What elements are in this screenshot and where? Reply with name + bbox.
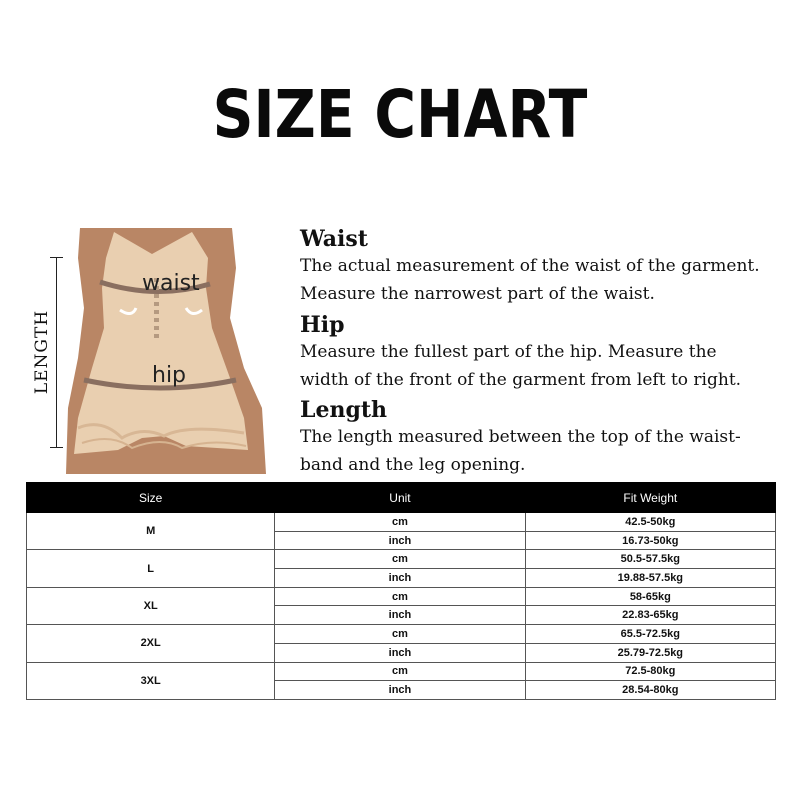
fit-weight-cell: 65.5-72.5kg <box>525 625 775 644</box>
waist-label: waist <box>142 271 200 296</box>
fit-weight-cell: 16.73-50kg <box>525 531 775 550</box>
size-cell: M <box>27 513 275 550</box>
table-row <box>27 513 776 532</box>
size-table <box>26 482 776 700</box>
fit-weight-cell: 28.54-80kg <box>525 681 775 700</box>
size-cell: L <box>27 550 275 587</box>
header-unit: Unit <box>275 483 525 513</box>
table-row <box>27 550 776 569</box>
unit-cell: cm <box>275 550 525 569</box>
section-heading: Hip <box>300 312 345 338</box>
unit-cell: inch <box>275 606 525 625</box>
unit-cell: inch <box>275 681 525 700</box>
size-cell: 2XL <box>27 625 275 662</box>
hip-description <box>300 312 741 394</box>
unit-cell: cm <box>275 513 525 532</box>
section-text: Measure the fullest part of the hip. Measure the <box>300 342 717 362</box>
table-row <box>27 587 776 606</box>
unit-cell: cm <box>275 587 525 606</box>
section-text: width of the front of the garment from left to right. <box>300 370 742 390</box>
fit-weight-cell: 19.88-57.5kg <box>525 569 775 588</box>
unit-cell: inch <box>275 643 525 662</box>
section-text: The length measured between the top of the waist- <box>300 427 741 447</box>
unit-cell: cm <box>275 625 525 644</box>
unit-cell: cm <box>275 662 525 681</box>
table-row <box>27 625 776 644</box>
header-size: Size <box>27 483 275 513</box>
fit-weight-cell: 50.5-57.5kg <box>525 550 775 569</box>
page-title: SIZE CHART <box>212 76 588 153</box>
table-row <box>27 662 776 681</box>
length-indicator-line <box>56 257 57 447</box>
length-description <box>300 397 741 479</box>
hip-label: hip <box>152 363 187 388</box>
size-cell: 3XL <box>27 662 275 699</box>
section-text: band and the leg opening. <box>300 455 526 475</box>
fit-weight-cell: 25.79-72.5kg <box>525 643 775 662</box>
fit-weight-cell: 72.5-80kg <box>525 662 775 681</box>
table-header-row <box>27 483 776 513</box>
length-label: LENGTH <box>32 309 52 395</box>
waist-description <box>300 226 760 308</box>
section-heading: Length <box>300 397 388 423</box>
header-fit-weight: Fit Weight <box>525 483 775 513</box>
fit-weight-cell: 22.83-65kg <box>525 606 775 625</box>
size-cell: XL <box>27 587 275 624</box>
section-text: The actual measurement of the waist of the garment. <box>300 256 760 276</box>
length-indicator-cap-bottom <box>50 447 63 448</box>
section-heading: Waist <box>300 226 368 252</box>
fit-weight-cell: 58-65kg <box>525 587 775 606</box>
unit-cell: inch <box>275 569 525 588</box>
shapewear-illustration <box>22 228 284 474</box>
unit-cell: inch <box>275 531 525 550</box>
length-indicator-cap-top <box>50 257 63 258</box>
fit-weight-cell: 42.5-50kg <box>525 513 775 532</box>
section-text: Measure the narrowest part of the waist. <box>300 284 655 304</box>
